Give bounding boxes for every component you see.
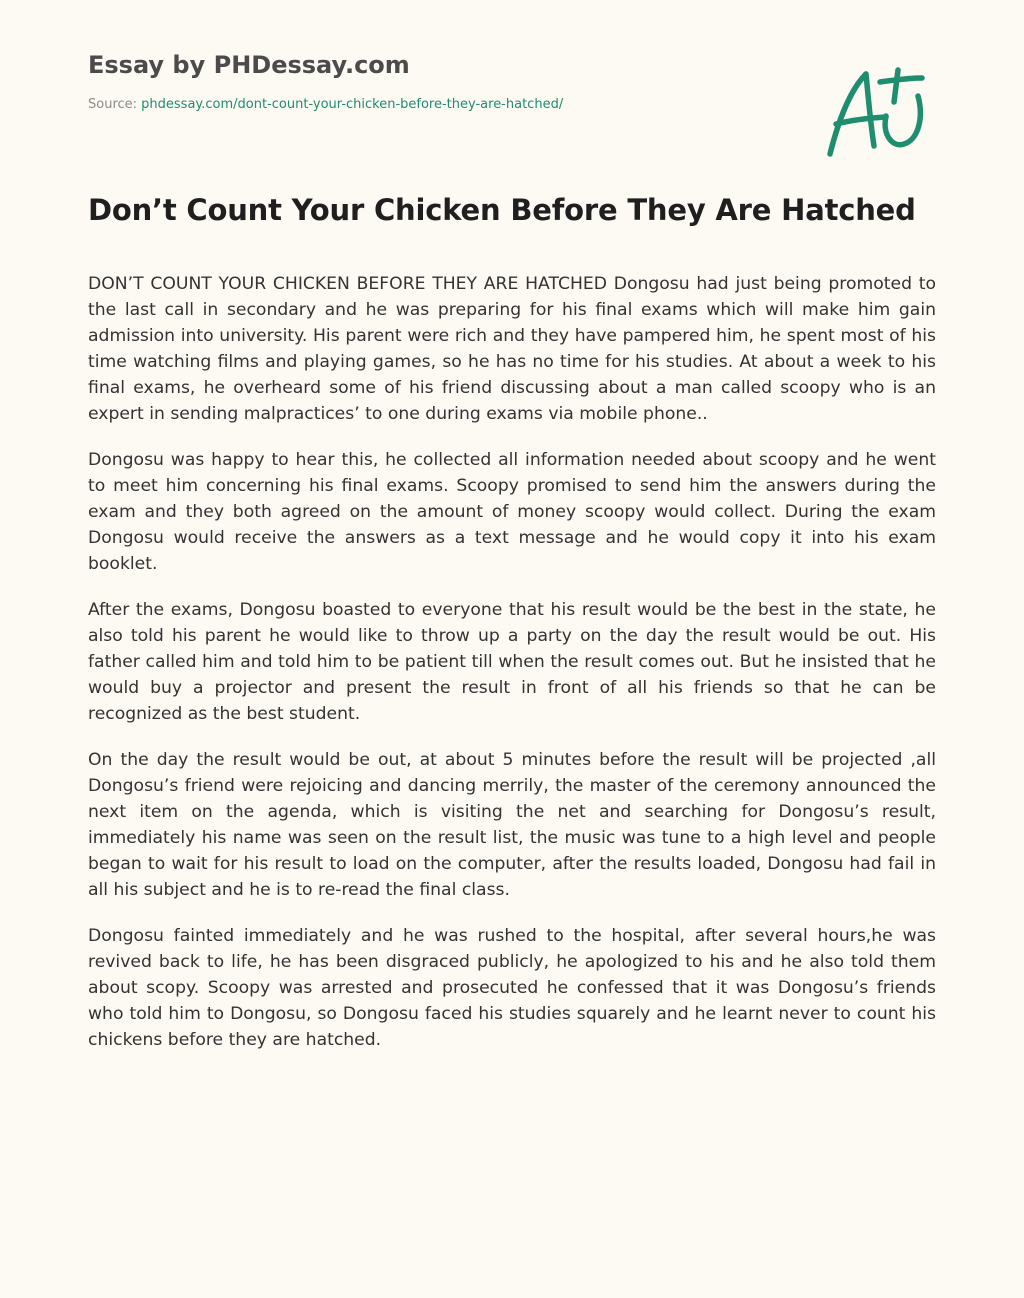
paragraph: On the day the result would be out, at about 5 minutes before the result will be projected ,all Dongosu’s friend were rejoicing and dancing merrily, the master of the ceremony announced the next item on the agenda, which is visiting the net and searching for Dongosu’s result, immediately his name was seen on the result list, the music was tune to a high level and people began to wait for his result to load on the computer, after the results loaded, Dongosu had fail in all his subject and he is to re-read the final class. <box>88 750 936 900</box>
document-title: Don’t Count Your Chicken Before They Are Hatched <box>88 193 916 227</box>
source-line <box>88 96 788 114</box>
source-label: Source: <box>88 97 138 112</box>
a-plus-logo-svg <box>820 62 932 162</box>
page-header <box>88 48 788 114</box>
a-plus-grade-icon <box>820 62 932 162</box>
paragraph: After the exams, Dongosu boasted to everyone that his result would be the best in the state, he also told his parent he would like to throw up a party on the day the result would be out. His father called him and told him to be patient till when the result comes out. But he insisted that he would buy a projector and present the result in front of all his friends so that he can be recognized as the best student. <box>88 600 936 724</box>
paragraph: Dongosu was happy to hear this, he collected all information needed about scoopy and he went to meet him concerning his final exams. Scoopy promised to send him the answers during the exam and they both agreed on the amount of money scoopy would collect. During the exam Dongosu would receive the answers as a text message and he would copy it into his exam booklet. <box>88 450 936 574</box>
source-link[interactable]: phdessay.com/dont-count-your-chicken-before-they-are-hatched/ <box>141 97 564 112</box>
paragraph: Dongosu fainted immediately and he was rushed to the hospital, after several hours,he was revived back to life, he has been disgraced publicly, he apologized to his and he also told them about scopy. Scoopy was arrested and prosecuted he confessed that it was Dongosu’s friends who told him to Dongosu, so Dongosu faced his studies squarely and he learnt never to count his chickens before they are hatched. <box>88 926 936 1050</box>
site-title: Essay by PHDessay.com <box>88 51 410 79</box>
paragraph: DON’T COUNT YOUR CHICKEN BEFORE THEY ARE HATCHED Dongosu had just being promoted to the last call in secondary and he was preparing for his final exams which will make him gain admission into university. His parent were rich and they have pampered him, he spent most of his time watching films and playing games, so he has no time for his studies. At about a week to his final exams, he overheard some of his friend discussing about a man called scoopy who is an expert in sending malpractices’ to one during exams via mobile phone.. <box>88 274 936 424</box>
document-body <box>88 271 936 1073</box>
